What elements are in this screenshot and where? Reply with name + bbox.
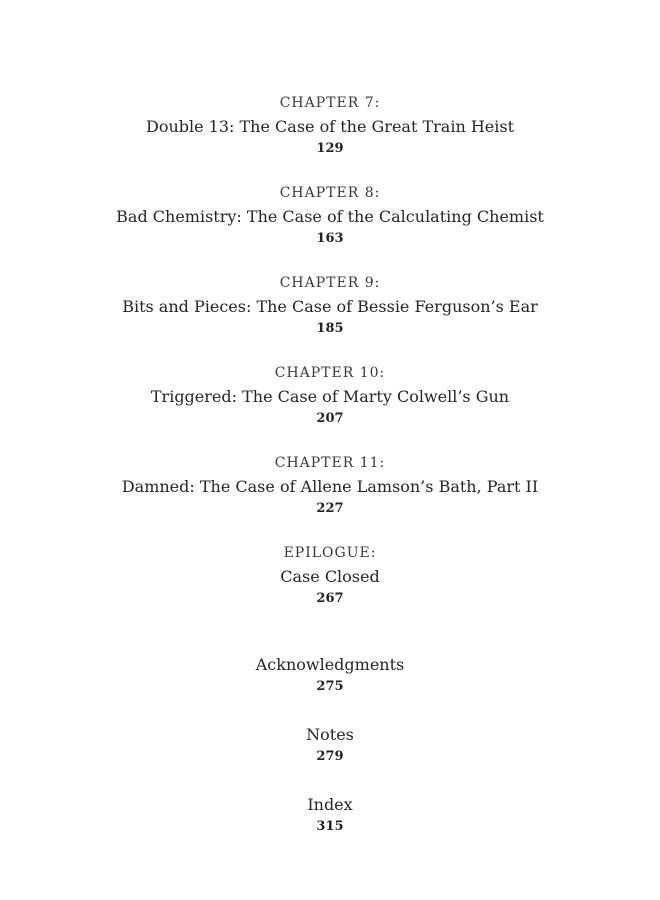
chapter-title: Bits and Pieces: The Case of Bessie Ferguson’s Ear: [122, 297, 538, 316]
toc-entry-epilogue: [0, 543, 660, 609]
page-number: 129: [316, 141, 344, 156]
page-number: 185: [316, 321, 344, 336]
toc-entry-acknowledgments: [0, 654, 660, 697]
chapter-title: Triggered: The Case of Marty Colwell’s Gun: [150, 387, 510, 406]
page-number: 275: [316, 679, 344, 694]
toc-entry-chapter-8: [0, 183, 660, 249]
chapter-title: Double 13: The Case of the Great Train Heist: [145, 117, 515, 136]
chapter-title: Case Closed: [280, 567, 380, 586]
page-number: 267: [316, 591, 344, 606]
page-number: 279: [316, 749, 344, 764]
chapter-label: CHAPTER 10:: [274, 365, 386, 381]
chapter-label: CHAPTER 8:: [279, 185, 381, 201]
page-number: 315: [316, 819, 344, 834]
toc-entry-notes: [0, 724, 660, 767]
page-number: 227: [316, 501, 344, 516]
chapter-label: CHAPTER 7:: [279, 95, 381, 111]
chapter-label: CHAPTER 9:: [279, 275, 381, 291]
toc-entry-index: [0, 794, 660, 837]
page-number: 207: [316, 411, 344, 426]
chapter-title: Bad Chemistry: The Case of the Calculating Chemist: [116, 207, 544, 226]
page-number: 163: [316, 231, 344, 246]
chapter-label: EPILOGUE:: [283, 545, 377, 561]
toc-entry-chapter-10: [0, 363, 660, 429]
chapter-label: CHAPTER 11:: [274, 455, 386, 471]
section-title: Index: [307, 795, 353, 814]
section-title: Notes: [306, 725, 354, 744]
toc-entry-chapter-9: [0, 273, 660, 339]
toc-entry-chapter-11: [0, 453, 660, 519]
section-title: Acknowledgments: [255, 655, 405, 674]
chapter-title: Damned: The Case of Allene Lamson’s Bath, Part II: [121, 477, 539, 496]
toc-entry-chapter-7: [0, 93, 660, 159]
